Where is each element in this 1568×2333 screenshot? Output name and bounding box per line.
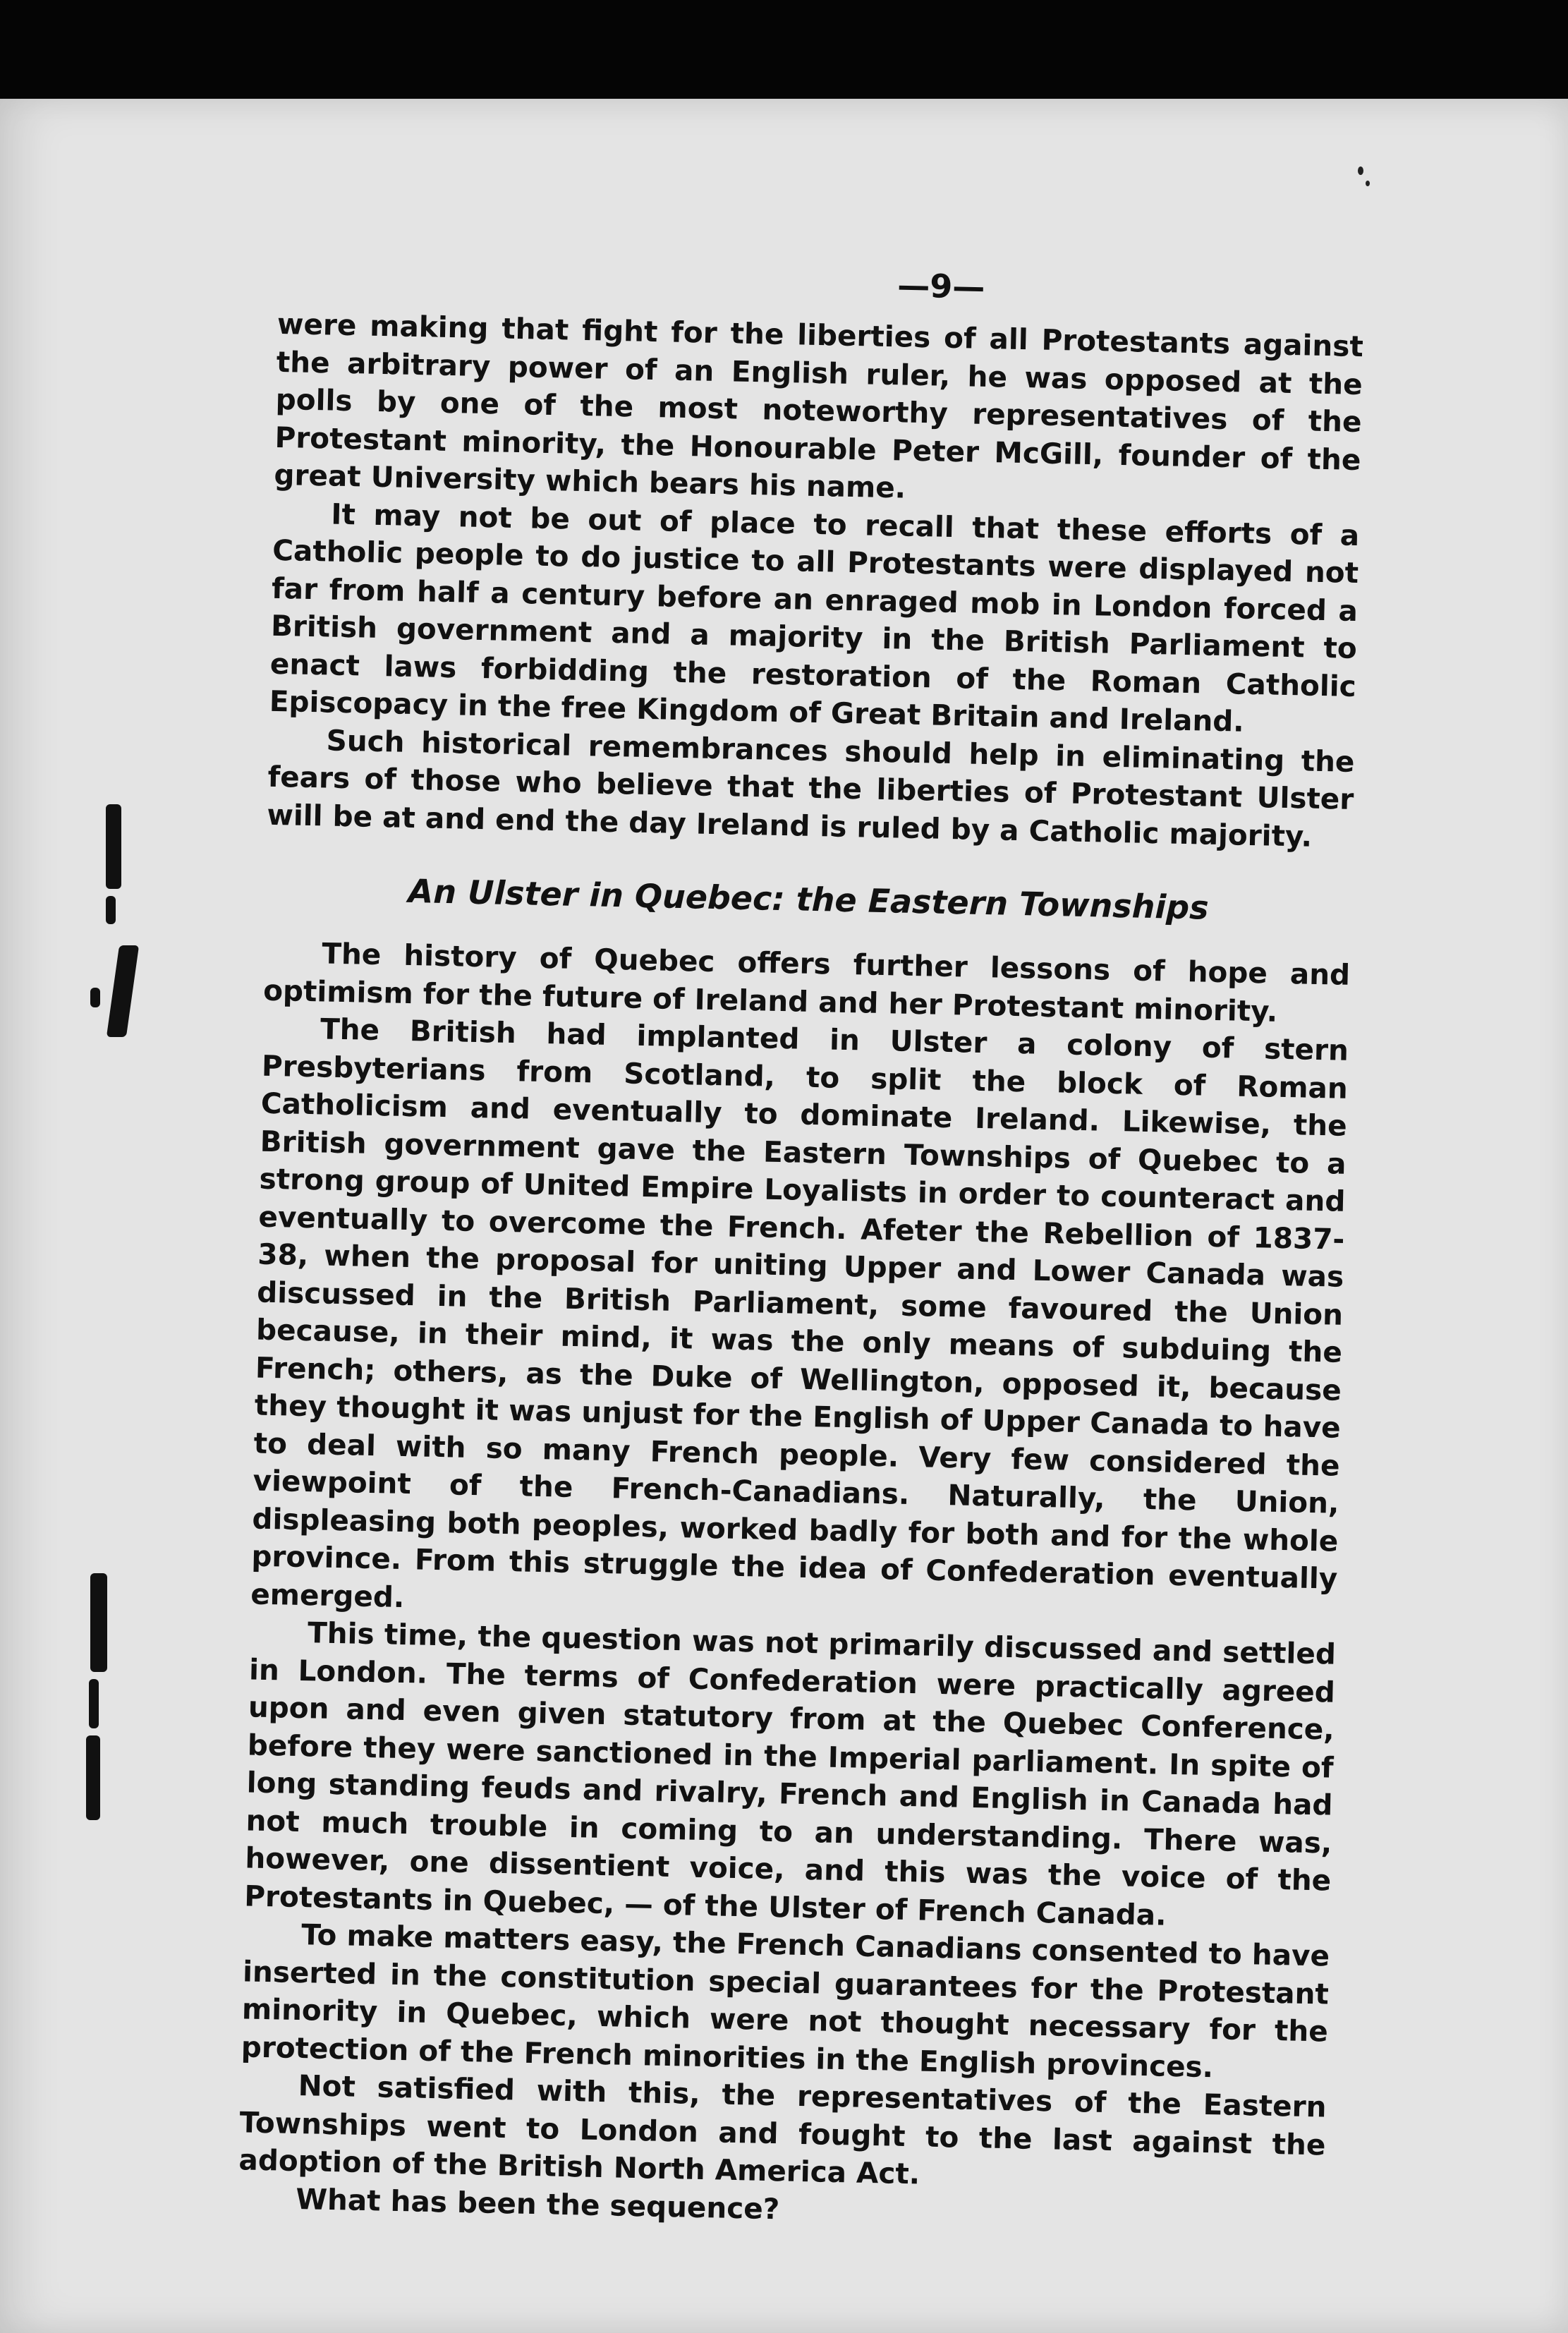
paragraph: It may not be out of place to recall that these efforts of a Catholic people to do justice to all Protestants were displayed not far from half a century before an enraged mob in London forced a British government and a majority in the British Parliament to enact laws forbidding the restoration of the Roman Catholic Episcopacy in the free Kingdom of Great Britain and Ireland. bbox=[269, 497, 1360, 739]
document-page bbox=[0, 99, 1568, 2333]
paragraph: This time, the question was not primarily discussed and settled in London. The terms of Confederation were practically agreed upon and even given statutory from at the Quebec Conference, before they were sanctioned in the Imperial parliament. In spite of long standing feuds and rivalry, French and English in Canada had not much trouble in coming to an understanding. There was, however, one dissentient voice, and this was the voice of the Protestants in Quebec, — of the Ulster of French Canada. bbox=[243, 1616, 1337, 1932]
margin-ink-mark bbox=[106, 804, 121, 889]
margin-ink-mark bbox=[90, 1573, 107, 1672]
margin-ink-mark bbox=[86, 1735, 100, 1820]
margin-ink-mark bbox=[107, 945, 139, 1037]
paragraph: were making that fight for the liberties of all Protestants against the arbitrary power of an English ruler, he was opposed at the polls by one of the most noteworthy representatives of the Protestant minority, the Honourable Peter McGill, founder of the great University which bears his name. bbox=[274, 306, 1364, 505]
margin-ink-mark bbox=[106, 896, 116, 924]
paragraph: The history of Quebec offers further lessons of hope and optimism for the future of Ireland and her Protestant minority. bbox=[262, 936, 1351, 1029]
scan-speck bbox=[1358, 166, 1363, 175]
scan-speck bbox=[1366, 181, 1370, 186]
page-number: —9— bbox=[897, 266, 985, 306]
paragraph: Such historical remembrances should help in eliminating the fears of those who believe that the liberties of Protestant Ulster will be at and end the day Ireland is ruled by a Catholic majority. bbox=[267, 722, 1355, 854]
paragraph: To make matters easy, the French Canadians consented to have inserted in the constitution special guarantees for the Protestant minority in Quebec, which were not thought necessary for the protection of the French minorities in the English provinces. bbox=[241, 1917, 1330, 2084]
section-heading: An Ulster in Quebec: the Eastern Townships bbox=[408, 871, 1210, 927]
paragraph: What has been the sequence? bbox=[295, 2181, 780, 2226]
margin-ink-mark bbox=[89, 1679, 99, 1728]
paragraph: Not satisfied with this, the representatives of the Eastern Townships went to London and fought to the last against the adoption of the British North America Act. bbox=[238, 2068, 1327, 2191]
margin-ink-mark bbox=[90, 988, 100, 1007]
text-column bbox=[238, 253, 1365, 2240]
paragraph: The British had implanted in Ulster a colony of stern Presbyterians from Scotland, to split the block of Roman Catholicism and eventually to dominate Ireland. Likewise, the British government gave the Eastern Townships of Quebec to a strong group of United Empire Loyalists in order to counteract and eventually to overcome the French. Afeter the Rebellion of 1837-38, when the proposal for uniting Upper and Lower Canada was discussed in the British Parliament, some favoured the Union because, in their mind, it was the only means of subduing the French; others, as the Duke of Wellington, opposed it, because they thought it was unjust for the English of Upper Canada to have to deal with so many French people. Very few considered the viewpoint of the French-Canadians. Naturally, the Union, displeasing both peoples, worked badly for both and for the whole province. From this struggle the idea of Confederation eventually emerged. bbox=[250, 1012, 1349, 1614]
